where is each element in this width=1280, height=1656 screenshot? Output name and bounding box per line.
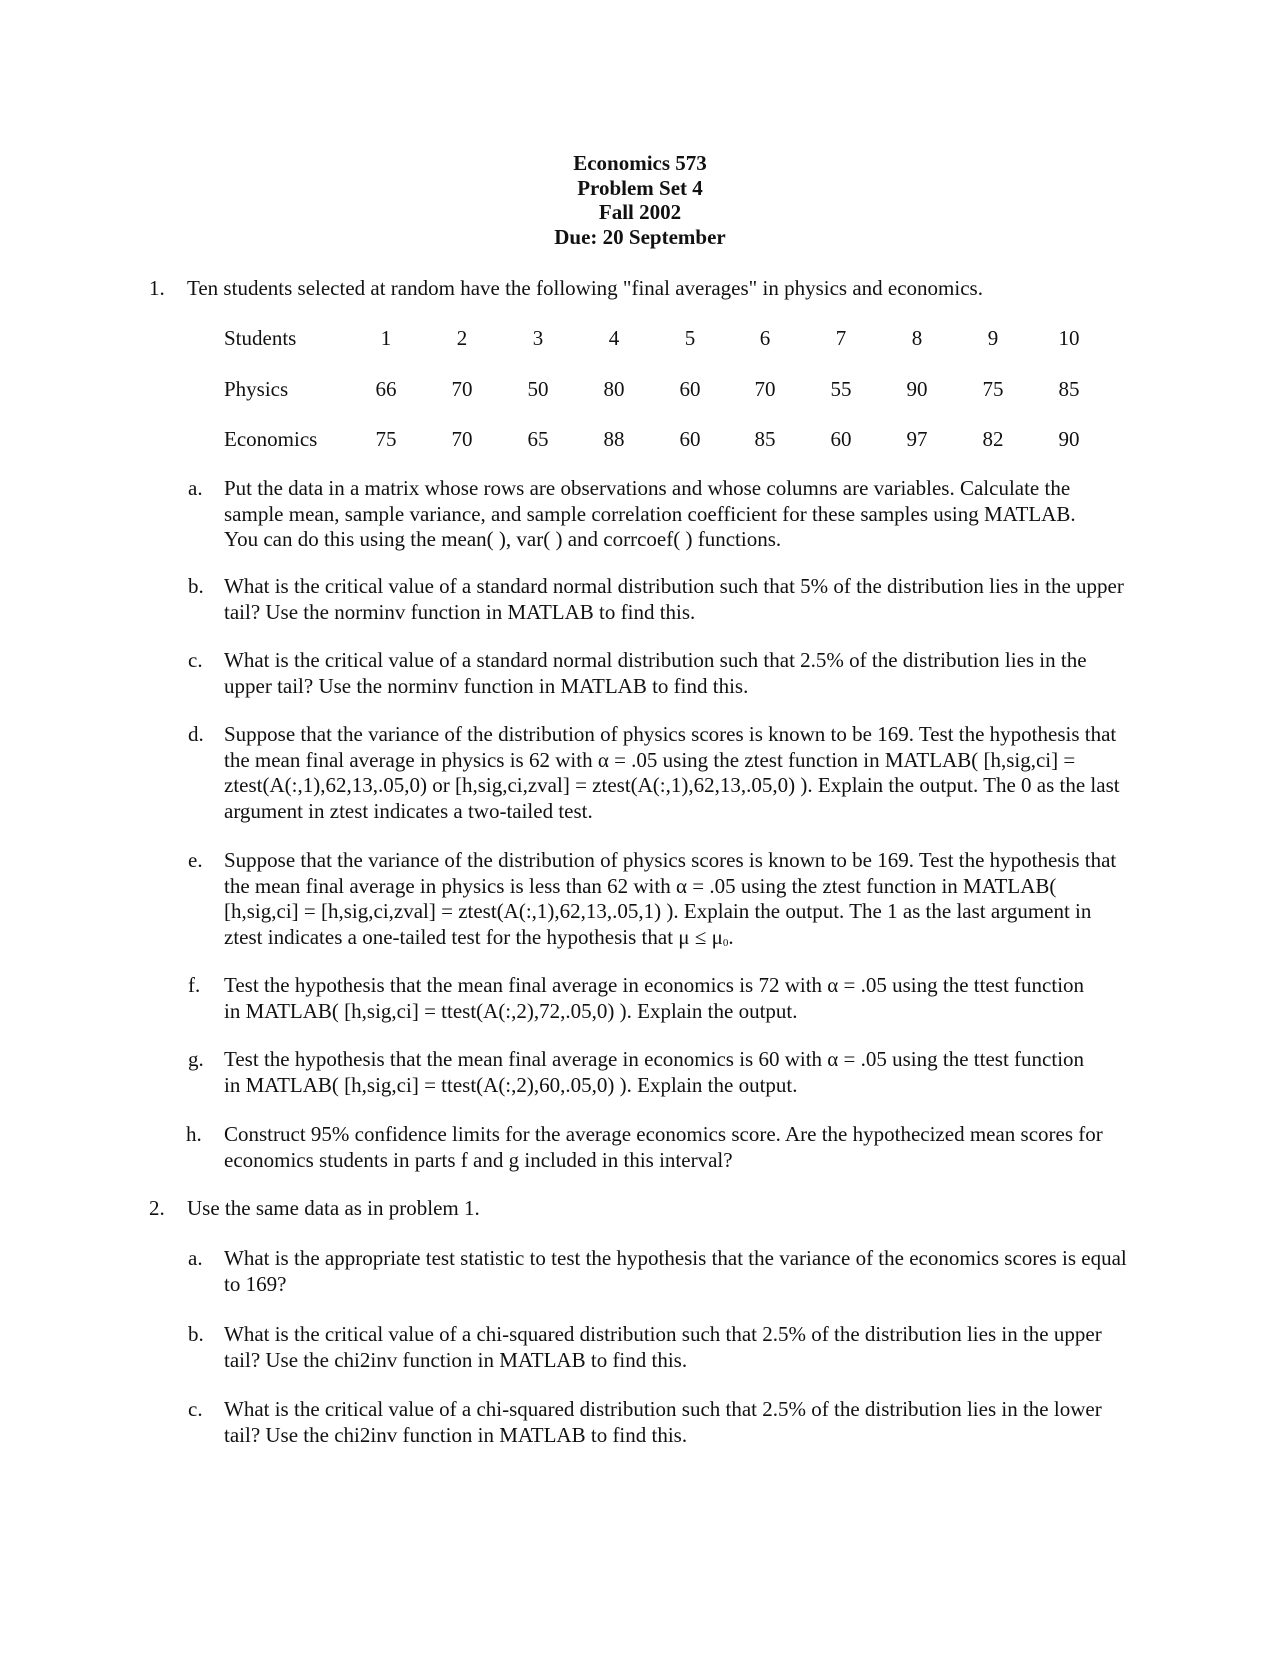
table-cell-physics-7: 55	[830, 377, 852, 401]
q1-part-b-text: What is the critical value of a standard normal distribution such that 5% of the distribution lies in the upper tail? Use the norminv function in MATLAB to find this.	[224, 574, 1124, 624]
q1-number: 1.	[149, 276, 165, 300]
table-cell-students-8: 8	[911, 326, 923, 350]
table-cell-economics-9: 82	[982, 427, 1004, 451]
q2-part-a-text: What is the appropriate test statistic to test the hypothesis that the variance of the economics scores is equal to 169?	[224, 1246, 1127, 1296]
q1-part-g-text: Test the hypothesis that the mean final average in economics is 60 with α = .05 using the ttest function in MATLAB( [h,sig,ci] = ttest(A(:,2),60,.05,0) ). Explain the output.	[224, 1047, 1085, 1097]
table-cell-economics-1: 75	[375, 427, 397, 451]
q2-part-c-text: What is the critical value of a chi-squared distribution such that 2.5% of the distribution lies in the lower tail? Use the chi2inv function in MATLAB to find this.	[224, 1397, 1102, 1447]
q1-part-h-text: Construct 95% confidence limits for the average economics score. Are the hypothecized mean scores for economics students in parts f and g included in this interval?	[224, 1122, 1103, 1172]
q1-part-h-label: h.	[186, 1122, 202, 1146]
problem-set-title: Problem Set 4	[577, 176, 703, 200]
row-label-students: Students	[224, 326, 297, 350]
q2-part-b-text: What is the critical value of a chi-squared distribution such that 2.5% of the distribution lies in the upper tail? Use the chi2inv function in MATLAB to find this.	[224, 1322, 1102, 1372]
q2-part-a-label: a.	[188, 1246, 203, 1270]
q1-text: Ten students selected at random have the following "final averages" in physics and economics.	[187, 276, 983, 300]
table-cell-economics-10: 90	[1058, 427, 1080, 451]
table-cell-economics-3: 65	[527, 427, 549, 451]
table-cell-students-3: 3	[532, 326, 544, 350]
table-cell-physics-9: 75	[982, 377, 1004, 401]
q2-part-b-label: b.	[188, 1322, 204, 1346]
table-cell-physics-2: 70	[451, 377, 473, 401]
table-cell-students-9: 9	[987, 326, 999, 350]
table-cell-economics-2: 70	[451, 427, 473, 451]
table-cell-economics-8: 97	[906, 427, 928, 451]
q1-part-a-text: Put the data in a matrix whose rows are observations and whose columns are variables. Calculate the sample mean, sample variance, and sample correlation coefficient for these samples using MATLAB. You can do this using the mean( ), var( ) and corrcoef( ) functions.	[224, 476, 1076, 551]
q1-part-c-label: c.	[188, 648, 203, 672]
q1-part-a-label: a.	[188, 476, 203, 500]
table-cell-students-10: 10	[1058, 326, 1080, 350]
table-cell-physics-3: 50	[527, 377, 549, 401]
table-cell-students-4: 4	[608, 326, 620, 350]
table-cell-students-7: 7	[835, 326, 847, 350]
table-cell-physics-5: 60	[679, 377, 701, 401]
q1-part-b-label: b.	[188, 574, 204, 598]
q1-part-d-label: d.	[188, 722, 204, 746]
row-label-economics: Economics	[224, 427, 318, 451]
table-cell-students-1: 1	[380, 326, 392, 350]
q1-part-d-text: Suppose that the variance of the distribution of physics scores is known to be 169. Test the hypothesis that the mean final average in physics is 62 with α = .05 using the ztest function in MATLAB( [h,sig,ci] = ztest(A(:,1),62,13,.05,0) or [h,sig,ci,zval] = ztest(A(:,1),62,13,.05,0) ). Explain the output. The 0 as the last argument in ztest indicates a two-tailed test.	[224, 722, 1120, 823]
q1-part-c-text: What is the critical value of a standard normal distribution such that 2.5% of the distribution lies in the upper tail? Use the norminv function in MATLAB to find this.	[224, 648, 1087, 698]
table-cell-students-5: 5	[684, 326, 696, 350]
table-cell-economics-6: 85	[754, 427, 776, 451]
q1-part-f-text: Test the hypothesis that the mean final average in economics is 72 with α = .05 using the ttest function in MATLAB( [h,sig,ci] = ttest(A(:,2),72,.05,0) ). Explain the output.	[224, 973, 1085, 1023]
table-cell-students-2: 2	[456, 326, 468, 350]
term-title: Fall 2002	[598, 200, 682, 224]
table-cell-physics-4: 80	[603, 377, 625, 401]
q1-part-g-label: g.	[188, 1047, 204, 1071]
table-cell-economics-4: 88	[603, 427, 625, 451]
table-cell-physics-10: 85	[1058, 377, 1080, 401]
table-cell-physics-1: 66	[375, 377, 397, 401]
q1-part-e-text: Suppose that the variance of the distribution of physics scores is known to be 169. Test the hypothesis that the mean final average in physics is less than 62 with α = .05 using the ztest function in MATLAB( [h,sig,ci] = [h,sig,ci,zval] = ztest(A(:,1),62,13,.05,1) ). Explain the output. The 1 as the last argument in ztest indicates a one-tailed test for the hypothesis that μ ≤ μ0.	[224, 848, 1117, 949]
table-cell-students-6: 6	[759, 326, 771, 350]
course-title: Economics 573	[573, 151, 707, 175]
table-cell-physics-6: 70	[754, 377, 776, 401]
q2-number: 2.	[149, 1196, 165, 1220]
q1-part-f-label: f.	[188, 973, 201, 997]
table-cell-physics-8: 90	[906, 377, 928, 401]
due-date: Due: 20 September	[554, 225, 726, 249]
table-cell-economics-5: 60	[679, 427, 701, 451]
table-cell-economics-7: 60	[830, 427, 852, 451]
row-label-physics: Physics	[224, 377, 289, 401]
q1-part-e-label: e.	[188, 848, 203, 872]
q2-text: Use the same data as in problem 1.	[187, 1196, 480, 1220]
q2-part-c-label: c.	[188, 1397, 203, 1421]
